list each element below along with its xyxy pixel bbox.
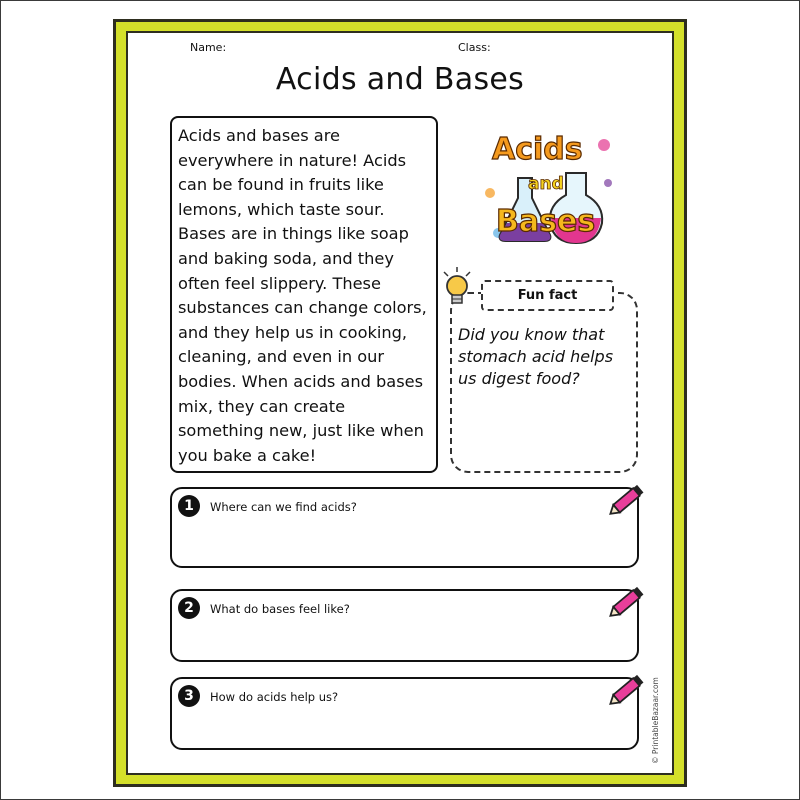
reading-passage-box [170, 116, 438, 473]
question-1-text: Where can we find acids? [210, 500, 357, 514]
fun-fact-text: Did you know that stomach acid helps us digest food? [458, 325, 614, 388]
logo-word-and: and [528, 174, 564, 194]
pencil-icon [607, 582, 649, 620]
question-2-text: What do bases feel like? [210, 602, 350, 616]
pencil-icon [607, 670, 649, 708]
name-label: Name: [190, 41, 227, 54]
logo-word-bases: Bases [496, 204, 596, 239]
question-3-number: 3 [178, 685, 200, 707]
question-2-number: 2 [178, 597, 200, 619]
reading-passage-text: Acids and bases are everywhere in nature! Acids can be found in fruits like lemons, which taste sour. Bases are in things like soap and baking soda, and they often feel slippery. These substances can change colors, and they help us in cooking, cleaning, and even in our bodies. When acids and bases mix, they can create something new, just like when you bake a cake! [178, 126, 427, 465]
page-title: Acids and Bases [275, 62, 525, 97]
question-1-box[interactable] [170, 487, 639, 568]
question-1-number: 1 [178, 495, 200, 517]
copyright-text: © PrintableBazaar.com [651, 677, 660, 764]
question-3-box[interactable] [170, 677, 639, 750]
class-label: Class: [458, 41, 491, 54]
question-2-box[interactable] [170, 589, 639, 662]
fun-fact-label: Fun fact [481, 280, 614, 311]
logo-word-acids: Acids [492, 132, 583, 167]
pencil-icon [607, 480, 649, 518]
question-3-text: How do acids help us? [210, 690, 339, 704]
acids-and-bases-logo [478, 123, 618, 248]
lightbulb-icon [440, 266, 474, 310]
